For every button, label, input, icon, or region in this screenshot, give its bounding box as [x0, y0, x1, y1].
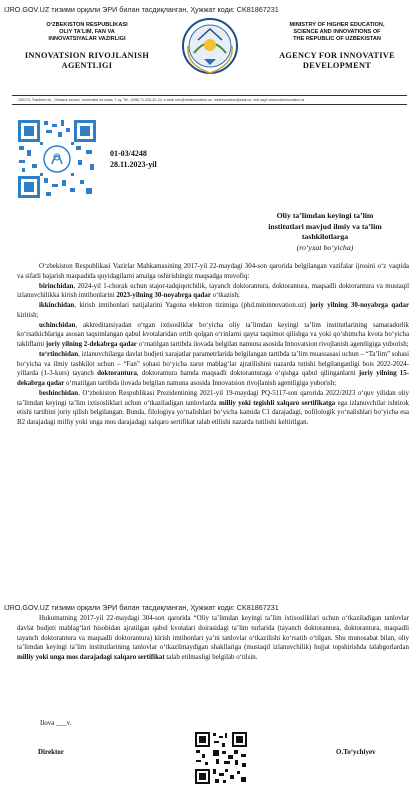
addressee-line-2: institutlari mavjud ilmiy va ta’lim — [268, 221, 382, 231]
p2-bold: joriy yilning 30-noyabrga qadar — [309, 302, 410, 309]
p4-text: , izlanuvchilarga davlat budjeti xarajatlar parametrlarida belgilangan tartibda ta’lim muassasasi uchun – “Ta’lim” sohasi bo‘yicha va ilmiy tashkilot uchun – “Fan” sohasi bo‘yicha zarur mablag‘lar ajratilishini nazarda tutishi belgilanganligi bois 2022-2024-yillarda (1-3-kurs) tayanch — [17, 350, 409, 378]
document-date: 28.11.2023-yil — [110, 160, 157, 169]
uzbekistan-emblem-icon — [180, 15, 240, 82]
paragraph-1 — [17, 282, 409, 302]
p5-bold: milliy yoki tegishli xalqaro sertifikatga — [218, 399, 336, 407]
p4-mid: , doktorantura hamda maqsadli doktoranturaga o‘qishga qabul qilinganlarni — [136, 370, 359, 378]
p1-text: , 2024-yil 1-chorak uchun stajor-tadqiqotchilik, tayanch doktorantura, doktorantura, maqsadli doktorantura va mustaqil izlanuvchilikka kirish imtihonlarini — [17, 282, 409, 300]
p3-bold: joriy yilning 2-dekabrga qadar — [45, 341, 137, 348]
agency-name-uz-1: INNOVATSION RIVOJLANISH — [24, 51, 150, 60]
p3-text: , akkreditatsiyadan o‘tgan ixtisosliklar bo‘yicha oliy ta’limdan keyingi ta’lim institutlarining samaradorlik ko‘rsatkichlariga asosan taqsimlangan qabul kvotalaridan ortib qolgan o‘rinlarni qayta taqsimot qilishga va yoki qo‘shimcha kvota bo‘yicha takliflarni — [17, 321, 409, 348]
header-left — [12, 22, 162, 70]
ministry-name-en-2: SCIENCE AND INNOVATIONS OF — [293, 29, 381, 35]
p6-bold: milliy yoki unga mos darajadagi xalqaro sertifikat — [17, 654, 165, 661]
paragraph-5 — [17, 389, 409, 428]
p6-text: Hukumatning 2017-yil 22-maydagi 304-son qarorida “Oliy ta’limdan keyingi ta’lim ixtisosliklari uchun o‘tkaziladigan tanlovlar davlat budjeti mablag‘lari hisobidan ajratilgan qabul kvotalari doirasidagi ta’lim turlarida (tayanch doktorantura, doktorantura, maqsadli tayanch doktorantura va maqsadli doktorantura) kirish imtihonlari ya’ni tanlovlar o‘tkazilishi ko‘rsatib o‘tilgan. Shu munosabat bilan, oliy ta’limdan keyingi ta’lim institutlarining tanlovlar o‘tkazilmaydigan shakllariga (mustaqil izlanuvchilik) hujjat topshirishda talabgorlardan — [17, 615, 409, 652]
p2-end: kiritish; — [17, 311, 39, 319]
letter-body-page-1 — [17, 262, 409, 428]
director-label: Direktor — [38, 748, 64, 756]
header-right — [262, 22, 412, 70]
ijro-stamp-page-2: IJRO.GOV.UZ тизими орқали ЭРИ билан тасдиқланган, Ҳужжат коди: CK81867231 — [4, 603, 279, 612]
p4-lead: to‘rtinchidan — [39, 350, 79, 358]
p3-lead: uchinchidan — [39, 321, 76, 329]
paragraph-3 — [17, 321, 409, 350]
addressee-line-1: Oliy ta’limdan keyingi ta’lim — [276, 211, 374, 220]
verification-qr-code — [16, 118, 98, 200]
agency-name-en — [262, 51, 412, 70]
p1-bold: 2023-yilning 30-noyabrga qadar — [116, 292, 211, 300]
p1-lead: birinchidan — [39, 282, 74, 290]
intro-paragraph: O‘zbekiston Respublikasi Vazirlar Mahkamasining 2017-yil 22-maydagi 304-son qarorida belgilangan vazifalar ijrosini o‘z vaqtida va sifatli bajarish maqsadida quyidagilarni amalga oshirishingiz maqsadga muvofiq: — [17, 263, 409, 280]
ministry-name-uz-3: INNOVATSIYALAR VAZIRLIGI — [48, 36, 126, 42]
ijro-stamp-top: IJRO.GOV.UZ тизими орқали ЭРИ билан тасдиқланган, Ҳужжат коди: CK81867231 — [4, 5, 279, 14]
addressee-sub: (ro‘yxat bo‘yicha) — [296, 242, 354, 252]
agency-name-uz-2: AGENTLIGI — [61, 60, 113, 70]
agency-name-uz — [12, 51, 162, 70]
agency-name-en-1: AGENCY FOR INNOVATIVE — [279, 51, 395, 60]
p4-end: o‘rnatilgan tartibda ilovada belgilan namuna asosida Innovatsion rivojlanish agentligiga yuborish; — [64, 380, 337, 387]
ministry-name-en-1: MINISTRY OF HIGHER EDUCATION, — [289, 22, 385, 28]
p3-end: o‘rnatilgan tartibda ilovada belgilan namuna asosida Innovatsion rivojlanish agentligiga yuborish; — [136, 341, 409, 348]
addressee-line-3: tashkilotlarga — [301, 232, 349, 241]
paragraph-2 — [17, 301, 409, 321]
paragraph-6 — [17, 614, 409, 663]
address-rule — [12, 104, 407, 105]
document-number: 01-03/4248 — [110, 149, 147, 158]
signer-name: O.To‘ychiyev — [336, 748, 376, 756]
p1-end: o‘tkazish; — [210, 292, 240, 300]
signature-qr-code — [194, 731, 248, 785]
p5-end: ega izlanuvchilar ishtirok etishi tartibini joriy qilish belgilangan. Bunda, filologiya yo‘nalishlari bo‘yicha kamida C1 darajadagi, nofilologik yo‘nalishlari bo‘yicha esa B2 darajadagi milliy yoki unga mos darajadagi xalqaro sertifikat talab etilishi nazarda tutilishi keltirilgan. — [17, 399, 409, 426]
p5-lead: beshinchidan — [39, 389, 79, 397]
p4-bold-2: joriy yilning 15-dekabrga qadar — [17, 370, 409, 387]
letter-body-page-2 — [17, 614, 409, 663]
ministry-name-en-3: THE REPUBLIC OF UZBEKISTAN — [293, 36, 381, 42]
document-number-block — [110, 148, 157, 170]
p6-end: talab etilmasligi belgilab o‘tilsin. — [164, 654, 258, 661]
p2-text: , kirish imtihonlari natijalarini Yagona elektron tizimiga (phd.mininnovation.uz) — [74, 302, 310, 309]
paragraph-4 — [17, 350, 409, 389]
header-rule — [12, 95, 407, 96]
agency-name-en-2: DEVELOPMENT — [302, 60, 372, 70]
address-line: 100174, Toshkent sh., Olmazor tumani, Universitet ko‘chasi, 7-uy. Tel.: (998) 71-203-32-22, e-mail: info@mininnovation.uz, mininnovation@exat.uz, veb-sayt: www.mininnovation.uz — [18, 98, 305, 102]
p5-text: , O‘zbekiston Respublikasi Prezidentining 2021-yil 19-maydagi PQ-5117-son qarorida 2022/2023 o‘quv yilidan oliy ta’limdan keyingi ta’lim ixtisosliklari uchun o‘tkaziladigan tanlovlarda — [17, 389, 409, 407]
p2-lead: ikkinchidan — [39, 302, 75, 309]
ministry-name-uz-2: OLIY TA’LIM, FAN VA — [59, 29, 115, 35]
ministry-name-uz-1: O‘ZBEKISTON RESPUBLIKASI — [46, 22, 128, 28]
attachment-note: Ilova ___v. — [40, 719, 72, 727]
p4-bold-1: doktorantura — [97, 370, 137, 378]
addressee-block — [250, 211, 400, 253]
